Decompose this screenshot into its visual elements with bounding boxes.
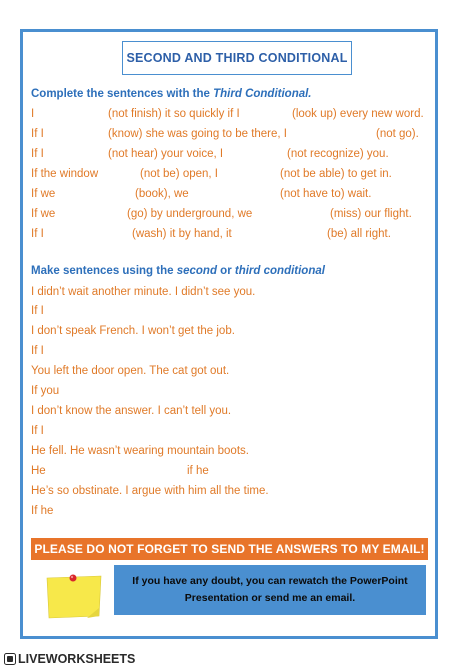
exercise2-mid-5: if he: [187, 465, 209, 477]
row-1-part-3: (look up) every new word.: [292, 108, 424, 120]
row-4-part-3: (not be able) to get in.: [280, 168, 392, 180]
worksheet-title-box: [122, 41, 352, 75]
row-1-part-2: (not finish) it so quickly if I: [108, 108, 240, 120]
row-4-part-2: (not be) open, I: [140, 168, 218, 180]
exercise2-start-1: If I: [31, 305, 44, 317]
liveworksheets-logo-icon: [4, 653, 16, 665]
row-2-part-1: If I: [31, 128, 44, 140]
exercise1-row-5: [31, 188, 431, 204]
exercise2-prompt-4: I don’t know the answer. I can’t tell you.: [31, 405, 232, 417]
footer-logo[interactable]: [4, 651, 135, 667]
exercise2-prompt-2: I don’t speak French. I won’t get the job.: [31, 325, 235, 337]
row-7-part-2: (wash) it by hand, it: [132, 228, 232, 240]
worksheet-title: SECOND AND THIRD CONDITIONAL: [126, 51, 348, 65]
footer-logo-text: LIVEWORKSHEETS: [18, 652, 136, 666]
exercise1-row-1: [31, 108, 431, 124]
exercise2-start-2: If I: [31, 345, 44, 357]
row-7-part-1: If I: [31, 228, 44, 240]
exercise1-row-2: [31, 128, 431, 144]
row-3-part-3: (not recognize) you.: [287, 148, 389, 160]
exercise1-row-6: [31, 208, 431, 224]
section2-heading-mid: or: [216, 265, 235, 277]
row-6-part-1: If we: [31, 208, 56, 220]
section2-heading-emphasis-2: third conditional: [234, 265, 325, 277]
section2-heading-emphasis-1: second: [176, 265, 217, 277]
exercise2-prompt-3: You left the door open. The cat got out.: [31, 365, 230, 377]
section2-heading: [31, 265, 325, 277]
reminder-banner-text: PLEASE DO NOT FORGET TO SEND THE ANSWERS TO MY EMAIL!: [34, 542, 425, 556]
row-6-part-3: (miss) our flight.: [330, 208, 412, 220]
reminder-banner: [31, 538, 428, 560]
row-6-part-2: (go) by underground, we: [127, 208, 253, 220]
exercise2-prompt-6: He’s so obstinate. I argue with him all the time.: [31, 485, 269, 497]
exercise1-row-3: [31, 148, 431, 164]
section1-heading-emphasis: Third Conditional.: [213, 88, 312, 100]
row-4-part-1: If the window: [31, 168, 99, 180]
exercise2-start-4: If I: [31, 425, 44, 437]
row-7-part-3: (be) all right.: [327, 228, 391, 240]
section1-heading-prefix: Complete the sentences with the: [31, 88, 214, 100]
row-5-part-1: If we: [31, 188, 56, 200]
exercise2-prompt-1: I didn’t wait another minute. I didn’t see you.: [31, 286, 256, 298]
exercise2-start-6: If he: [31, 505, 54, 517]
exercise2-prompt-5: He fell. He wasn’t wearing mountain boots.: [31, 445, 249, 457]
exercise2-start-3: If you: [31, 385, 60, 397]
section2-heading-prefix: Make sentences using the: [31, 265, 177, 277]
sticky-note-icon: [43, 572, 105, 620]
info-line-1: If you have any doubt, you can rewatch the PowerPoint: [132, 575, 408, 587]
row-5-part-3: (not have to) wait.: [280, 188, 372, 200]
row-3-part-1: If I: [31, 148, 44, 160]
exercise2-start-5: He: [31, 465, 46, 477]
exercise1-row-4: [31, 168, 431, 184]
info-box: [114, 565, 426, 615]
row-2-part-3: (not go).: [376, 128, 419, 140]
row-5-part-2: (book), we: [135, 188, 189, 200]
row-1-part-1: I: [31, 108, 35, 120]
exercise1-row-7: [31, 228, 431, 244]
info-line-2: Presentation or send me an email.: [184, 592, 356, 604]
row-3-part-2: (not hear) your voice, I: [108, 148, 224, 160]
section1-heading: [31, 88, 312, 100]
row-2-part-2: (know) she was going to be there, I: [108, 128, 287, 140]
